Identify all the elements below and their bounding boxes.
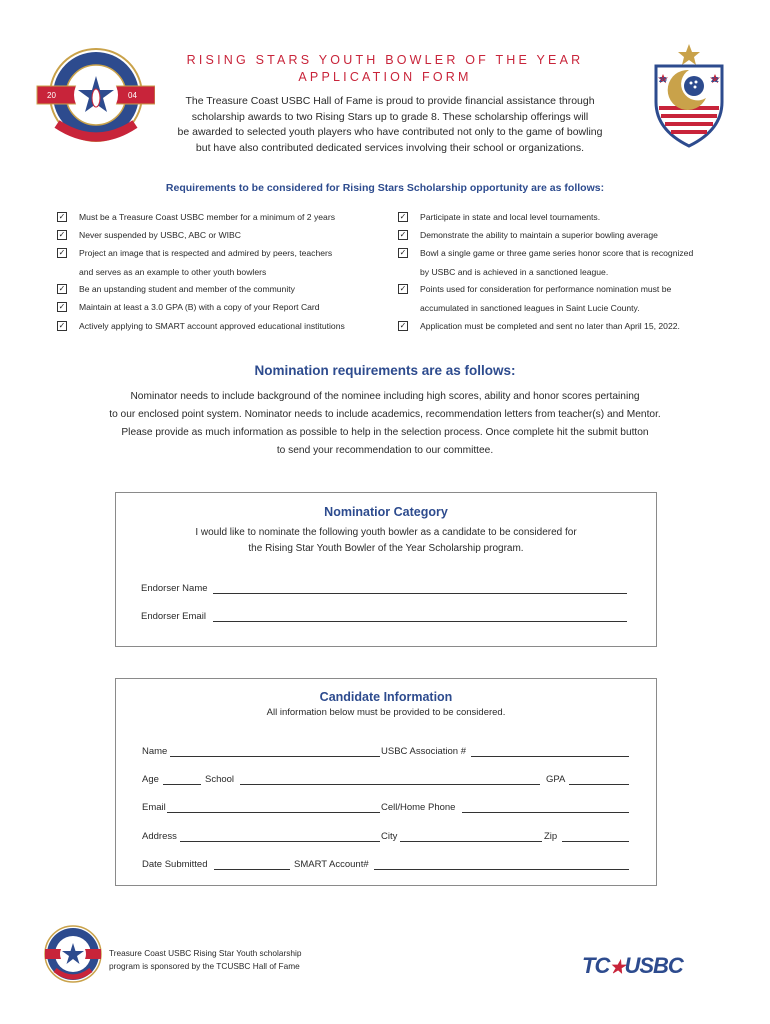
brand-star-icon: ★: [609, 957, 625, 977]
usbc-association-label: USBC Association #: [381, 746, 467, 757]
requirement-text: Project an image that is respected and admired by peers, teachers: [79, 248, 333, 258]
rising-stars-shield-logo: [650, 42, 728, 150]
form-title: [170, 52, 600, 86]
nominator-category-box: [115, 492, 657, 647]
intro-line: The Treasure Coast USBC Hall of Fame is proud to provide financial assistance through: [185, 95, 595, 107]
requirement-text: Points used for consideration for performance nomination must be: [420, 284, 672, 294]
requirement-text-continued: by USBC and is achieved in a sanctioned league.: [420, 267, 609, 277]
endorser-name-field[interactable]: [213, 593, 627, 594]
footer-line: Treasure Coast USBC Rising Star Youth scholarship: [109, 948, 302, 958]
brand-usbc: USBC: [624, 953, 683, 978]
intro-line: be awarded to selected youth players who have contributed not only to the game of bowling: [177, 126, 603, 138]
checkbox-checked-icon: ✓: [58, 284, 66, 293]
form-title-line-2: APPLICATION FORM: [298, 70, 472, 84]
age-label: Age: [142, 774, 159, 785]
checkbox-checked-icon: ✓: [399, 321, 407, 330]
zip-label: Zip: [544, 831, 558, 842]
address-label: Address: [142, 831, 177, 842]
gpa-field[interactable]: [569, 784, 629, 785]
school-field[interactable]: [240, 784, 540, 785]
email-label: Email: [142, 802, 166, 813]
requirement-text: Maintain at least a 3.0 GPA (B) with a copy of your Report Card: [79, 302, 320, 312]
checkbox-checked-icon: ✓: [399, 212, 407, 221]
intro-line: scholarship awards to two Rising Stars up to grade 8. These scholarship offerings will: [191, 110, 589, 123]
smart-account-field[interactable]: [374, 869, 629, 870]
email-field[interactable]: [167, 812, 380, 813]
candidate-information-box: [115, 678, 657, 886]
requirement-text-continued: and serves as an example to other youth bowlers: [79, 267, 267, 277]
intro-line: but have also contributed dedicated services involving their school or organizations.: [195, 141, 585, 154]
tcusbc-brand-logo: [582, 953, 683, 979]
nomination-line: to send your recommendation to our committee.: [276, 445, 494, 456]
requirement-text-continued: accumulated in sanctioned leagues in Saint Lucie County.: [420, 303, 640, 313]
nominator-box-sub-1: I would like to nominate the following youth bowler as a candidate to be considered for: [195, 527, 577, 538]
requirement-text: Participate in state and local level tournaments.: [420, 212, 601, 222]
nomination-line: Nominator needs to include background of the nominee including high scores, ability and honor scores pertaining: [130, 391, 640, 402]
school-label: School: [205, 774, 235, 785]
nomination-line: to our enclosed point system. Nominator needs to include academics, recommendation letters from teacher(s) and Mentor.: [109, 409, 661, 420]
gpa-label: GPA: [546, 774, 566, 785]
nominator-box-title: Nominatior Category: [324, 505, 448, 519]
checkbox-checked-icon: ✓: [58, 321, 66, 330]
candidate-box-title: Candidate Information: [319, 690, 453, 704]
nomination-paragraph: [70, 388, 700, 460]
footer-sponsor-text: [109, 947, 301, 973]
shield-year-left: 20: [659, 77, 667, 84]
city-field[interactable]: [400, 841, 542, 842]
nomination-heading: Nomination requirements are as follows:: [254, 363, 516, 378]
endorser-email-field[interactable]: [213, 621, 627, 622]
address-field[interactable]: [180, 841, 380, 842]
requirements-list: [57, 211, 737, 341]
checkbox-checked-icon: ✓: [58, 212, 66, 221]
checkbox-checked-icon: ✓: [58, 302, 66, 311]
requirements-heading: Requirements to be considered for Rising Stars Scholarship opportunity are as follows:: [165, 182, 605, 194]
candidate-box-sub: All information below must be provided to be considered.: [266, 707, 506, 718]
nominator-box-sub-2: the Rising Star Youth Bowler of the Year Scholarship program.: [248, 543, 524, 554]
form-title-line-1: RISING STARS YOUTH BOWLER OF THE YEAR: [186, 53, 584, 67]
date-submitted-field[interactable]: [214, 869, 290, 870]
brand-tc: TC: [582, 953, 610, 978]
checkbox-checked-icon: ✓: [399, 230, 407, 239]
endorser-email-label: Endorser Email: [141, 611, 206, 622]
requirement-text: Actively applying to SMART account approved educational institutions: [79, 321, 345, 331]
requirement-text: Demonstrate the ability to maintain a superior bowling average: [420, 230, 658, 240]
footer-seal-logo: [43, 924, 103, 984]
endorser-name-label: Endorser Name: [141, 583, 208, 594]
footer-line: program is sponsored by the TCUSBC Hall of Fame: [109, 961, 300, 971]
requirement-text: Application must be completed and sent no later than April 15, 2022.: [420, 321, 680, 331]
usbc-association-field[interactable]: [471, 756, 629, 757]
date-submitted-label: Date Submitted: [142, 859, 208, 870]
requirement-text: Bowl a single game or three game series honor score that is recognized: [420, 248, 694, 258]
nomination-line: Please provide as much information as possible to help in the selection process. Once complete hit the submit button: [121, 427, 649, 438]
checkbox-checked-icon: ✓: [399, 248, 407, 257]
seal-year-left: 20: [47, 91, 56, 100]
zip-field[interactable]: [562, 841, 629, 842]
shield-year-right: 22: [711, 77, 719, 84]
age-field[interactable]: [163, 784, 201, 785]
requirement-text: Be an upstanding student and member of the community: [79, 284, 295, 294]
name-label: Name: [142, 746, 168, 757]
checkbox-checked-icon: ✓: [58, 230, 66, 239]
phone-field[interactable]: [462, 812, 629, 813]
seal-year-right: 04: [128, 91, 137, 100]
checkbox-checked-icon: ✓: [58, 248, 66, 257]
requirement-text: Must be a Treasure Coast USBC member for a minimum of 2 years: [79, 212, 335, 222]
intro-paragraph: [150, 94, 630, 156]
phone-label: Cell/Home Phone: [381, 802, 456, 813]
name-field[interactable]: [170, 756, 380, 757]
checkbox-checked-icon: ✓: [399, 284, 407, 293]
smart-account-label: SMART Account#: [294, 859, 369, 870]
requirement-text: Never suspended by USBC, ABC or WIBC: [79, 230, 241, 240]
city-label: City: [381, 831, 398, 842]
